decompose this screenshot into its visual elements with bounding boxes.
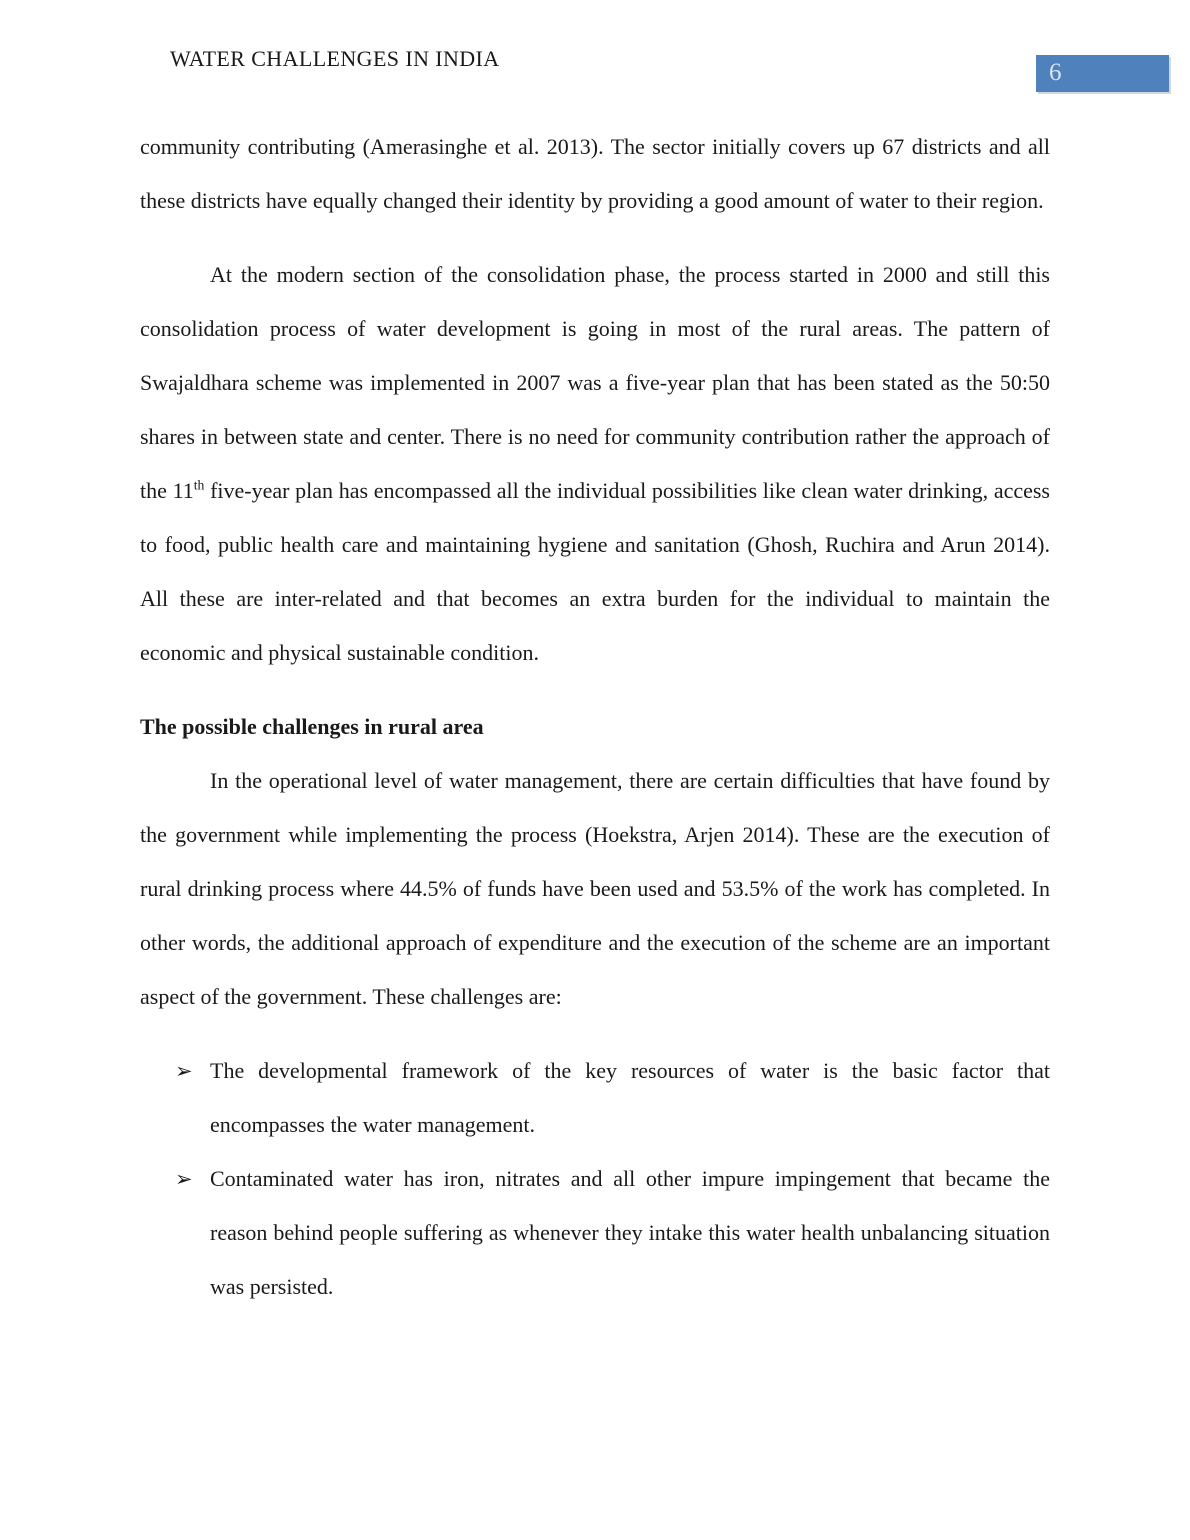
document-body (140, 120, 1050, 1314)
arrowhead-bullet-icon: ➢ (175, 1059, 193, 1083)
paragraph-consolidation-phase (140, 248, 1050, 680)
arrowhead-bullet-icon: ➢ (175, 1167, 193, 1191)
page-number: 6 (1049, 59, 1062, 86)
running-head-title: WATER CHALLENGES IN INDIA (170, 46, 500, 71)
paragraph-continuation: community contributing (Amerasinghe et al. 2013). The sector initially covers up 67 districts and all these districts have equally changed their identity by providing a good amount of water to their region. (140, 134, 1050, 213)
list-item-contaminated-water (140, 1152, 1050, 1314)
list-item-text: Contaminated water has iron, nitrates and all other impure impingement that became the reason behind people suffering as whenever they intake this water health unbalancing situation was persisted. (210, 1166, 1050, 1299)
paragraph-consolidation-part1: At the modern section of the consolidation phase, the process started in 2000 and still this consolidation process of water development is going in most of the rural areas. The pattern of Swajaldhara scheme was implemented in 2007 was a five-year plan that has been stated as the 50:50 shares in between state and center. There is no need for community contribution rather the approach of the 11 (140, 262, 1050, 503)
paragraph-operational-level: In the operational level of water management, there are certain difficulties that have found by the government while implementing the process (Hoekstra, Arjen 2014). These are the execution of rural drinking process where 44.5% of funds have been used and 53.5% of the work has completed. In other words, the additional approach of expenditure and the execution of the scheme are an important aspect of the government. These challenges are: (140, 768, 1050, 1009)
section-heading-possible-challenges: The possible challenges in rural area (140, 714, 484, 739)
list-item-developmental-framework (140, 1044, 1050, 1152)
challenge-bullet-list (140, 1044, 1050, 1314)
paragraph-consolidation-part2: five-year plan has encompassed all the individual possibilities like clean water drinking, access to food, public health care and maintaining hygiene and sanitation (Ghosh, Ruchira and Arun 2014). All these are inter-related and that becomes an extra burden for the individual to maintain the economic and physical sustainable condition. (140, 478, 1050, 665)
page-number-badge (1036, 55, 1169, 92)
ordinal-superscript: th (193, 477, 205, 493)
list-item-text: The developmental framework of the key resources of water is the basic factor that encompasses the water management. (210, 1058, 1050, 1137)
